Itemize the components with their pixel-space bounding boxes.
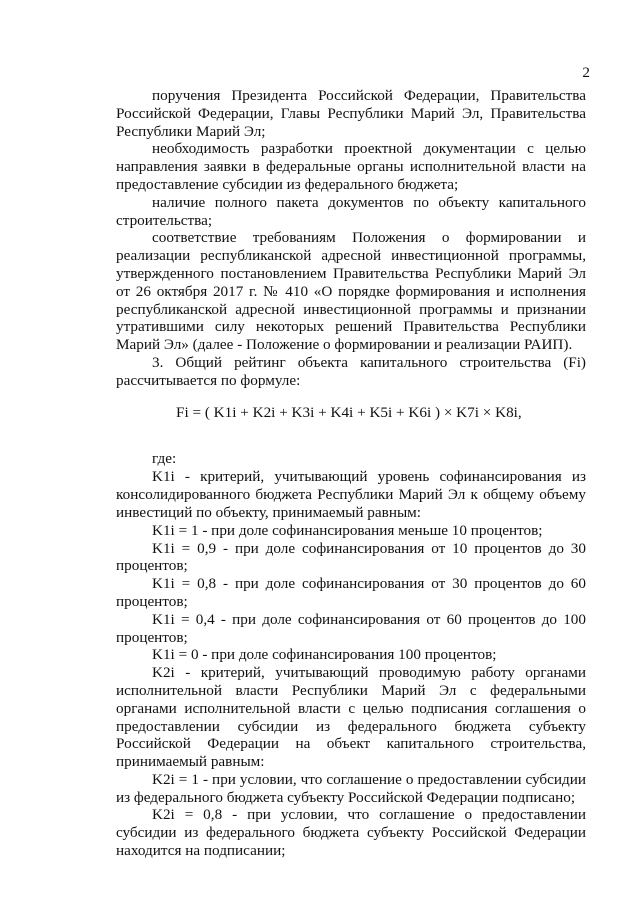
paragraph: поручения Президента Российской Федерации, Правительства Российской Федерации, Главы Республики Марий Эл, Правительства Республики Марий Эл; [116,87,586,140]
rating-formula: Fi = ( K1i + K2i + K3i + K4i + K5i + K6i ) × K7i × K8i, [176,403,522,421]
criterion-paragraph: K1i = 0 - при доле софинансирования 100 процентов; [152,646,497,664]
criterion-paragraph: K1i - критерий, учитывающий уровень софинансирования из консолидированного бюджета Республики Марий Эл к общему объему инвестиций по объекту, принимаемый равным: [116,468,586,521]
criterion-paragraph: K2i = 1 - при условии, что соглашение о предоставлении субсидии из федерального бюджета субъекту Российской Федерации подписано; [116,770,586,806]
document-body [116,87,586,860]
criterion-paragraph: K2i = 0,8 - при условии, что соглашение о предоставлении субсидии из федерального бюджета субъекту Российской Федерации находится на подписании; [116,806,586,860]
criterion-paragraph: K1i = 1 - при доле софинансирования меньше 10 процентов; [152,521,543,539]
criterion-paragraph: K1i = 0,4 - при доле софинансирования от 60 процентов до 100 процентов; [116,610,586,646]
criterion-paragraph: K1i = 0,9 - при доле софинансирования от 10 процентов до 30 процентов; [116,539,586,575]
paragraph: соответствие требованиям Положения о формировании и реализации республиканской адресной инвестиционной программы, утвержденного постановлением Правительства Республики Марий Эл от 26 октября 2017 г. № 410 «О порядке формирования и исполнения республиканской адресной инвестиционной программы и признании утратившими силу некоторых решений Правительства Республики Марий Эл» (далее - Положение о формировании и реализации РАИП). [116,229,586,354]
where-label: где: [152,449,177,467]
paragraph: необходимость разработки проектной документации с целью направления заявки в федеральные органы исполнительной власти на предоставление субсидии из федерального бюджета; [116,140,586,193]
criterion-paragraph: K2i - критерий, учитывающий проводимую работу органами исполнительной власти Республики Марий Эл с федеральными органами исполнительной власти с целью подписания соглашения о предоставлении субсидии из федерального бюджета субъекту Российской Федерации на объект капитального строительства, принимаемый равным: [116,664,586,771]
paragraph: 3. Общий рейтинг объекта капитального строительства (Fi) рассчитывается по формуле: [116,353,586,389]
paragraph: наличие полного пакета документов по объекту капитального строительства; [116,193,586,229]
criterion-paragraph: K1i = 0,8 - при доле софинансирования от 30 процентов до 60 процентов; [116,575,586,610]
page-number: 2 [582,64,590,81]
